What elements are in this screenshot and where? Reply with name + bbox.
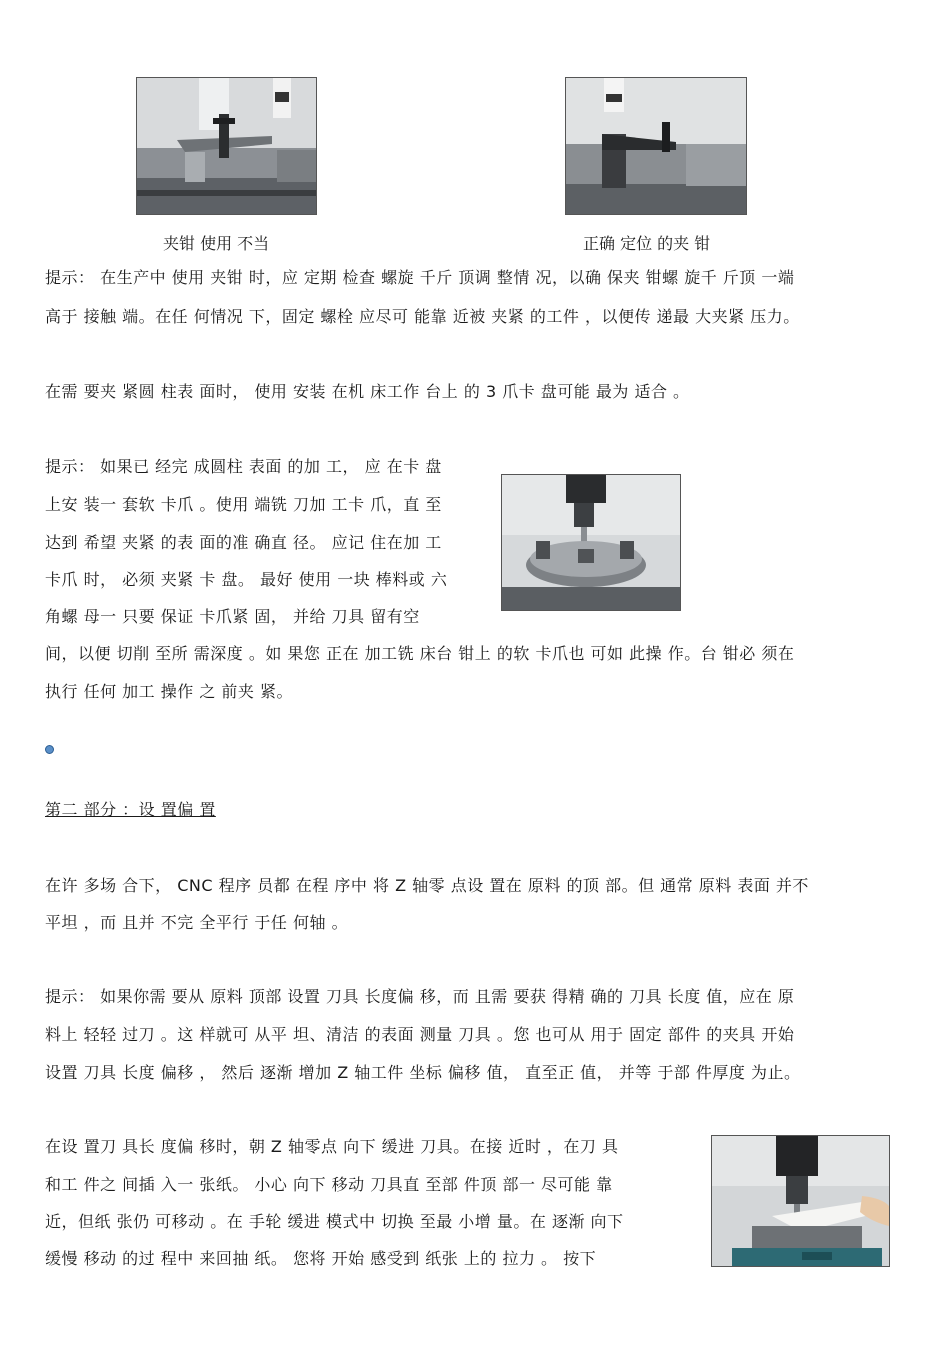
para5-line-1: 提示： 如果你需 要从 原料 顶部 设置 刀具 长度偏 移，而 且需 要获 得精 确的 刀具 长度 值，应在 原 xyxy=(45,987,795,1006)
para2-line: 在需 要夹 紧圆 柱表 面时， 使用 安装 在机 床工作 台上 的 3 爪卡 盘可能 最为 适合 。 xyxy=(45,382,690,401)
para5-line-2: 料上 轻轻 过刀 。这 样就可 从平 坦、清洁 的表面 测量 刀具 。您 也可从 用于 固定 部件 的夹具 开始 xyxy=(45,1025,795,1044)
para3-line-3: 达到 希望 夹紧 的表 面的准 确直 径。 应记 住在加 工 xyxy=(45,533,442,552)
bullet-dot-icon xyxy=(45,745,54,754)
improper-clamp-photo xyxy=(136,77,317,215)
para3-line-5: 角螺 母一 只要 保证 卡爪紧 固， 并给 刀具 留有空 xyxy=(45,607,420,626)
para6-line-2: 和工 件之 间插 入一 张纸。 小心 向下 移动 刀具直 至部 件顶 部一 尽可能 靠 xyxy=(45,1175,613,1194)
correct-clamp-photo xyxy=(565,77,747,215)
para1-line-1: 提示： 在生产中 使用 夹钳 时，应 定期 检查 螺旋 千斤 顶调 整情 况，以确 保夹 钳螺 旋千 斤顶 一端 xyxy=(45,268,795,287)
chuck-soft-jaws-photo xyxy=(501,474,681,611)
para3-line-7: 执行 任何 加工 操作 之 前夹 紧。 xyxy=(45,682,294,701)
para3-line-6: 间，以便 切削 至所 需深度 。如 果您 正在 加工铣 床台 钳上 的软 卡爪也 可如 此操 作。台 钳必 须在 xyxy=(45,644,795,663)
para4-line-1: 在许 多场 合下， CNC 程序 员都 在程 序中 将 Z 轴零 点设 置在 原料 的顶 部。但 通常 原料 表面 并不 xyxy=(45,876,809,895)
para6-line-1: 在设 置刀 具长 度偏 移时，朝 Z 轴零点 向下 缓进 刀具。在接 近时 ，在刀 具 xyxy=(45,1137,619,1156)
para3-line-4: 卡爪 时， 必须 夹紧 卡 盘。 最好 使用 一块 棒料或 六 xyxy=(45,570,448,589)
correct-clamp-caption: 正确 定位 的夹 钳 xyxy=(583,234,711,253)
para6-line-4: 缓慢 移动 的过 程中 来回抽 纸。 您将 开始 感受到 纸张 上的 拉力 。 按下 xyxy=(45,1249,597,1268)
para1-line-2: 高于 接触 端。在任 何情况 下，固定 螺栓 应尽可 能靠 近被 夹紧 的工件 ，以便传 递最 大夹紧 压力。 xyxy=(45,307,800,326)
improper-clamp-caption: 夹钳 使用 不当 xyxy=(163,234,270,253)
para5-line-3: 设置 刀具 长度 偏移 ， 然后 逐渐 增加 Z 轴工件 坐标 偏移 值， 直至正 值， 并等 于部 件厚度 为止。 xyxy=(45,1063,801,1082)
section-title-text: 第二 部分 ：设 置偏 置 xyxy=(45,800,216,819)
para4-line-2: 平坦 ，而 且并 不完 全平行 于任 何轴 。 xyxy=(45,913,349,932)
para3-line-2: 上安 装一 套软 卡爪 。使用 端铣 刀加 工卡 爪，直 至 xyxy=(45,495,442,514)
para3-line-1: 提示： 如果已 经完 成圆柱 表面 的加 工， 应 在卡 盘 xyxy=(45,457,442,476)
section-title xyxy=(45,800,905,820)
paper-feeler-photo xyxy=(711,1135,890,1267)
para6-line-3: 近，但纸 张仍 可移动 。在 手轮 缓进 模式中 切换 至最 小增 量。在 逐渐 向下 xyxy=(45,1212,624,1231)
